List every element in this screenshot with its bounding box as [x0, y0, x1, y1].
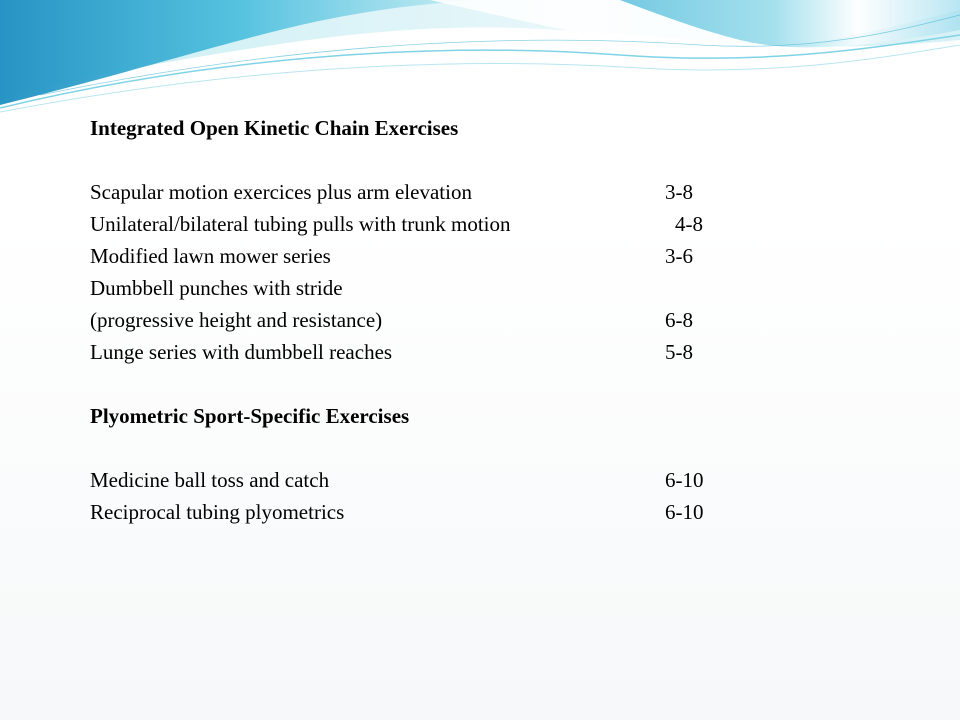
exercise-name: Unilateral/bilateral tubing pulls with trunk motion	[90, 212, 511, 236]
exercise-name: Reciprocal tubing plyometrics	[90, 500, 345, 524]
exercise-row	[90, 464, 890, 496]
wave-banner-decoration	[0, 0, 960, 115]
exercise-row	[90, 208, 890, 240]
section-heading-plyometric: Plyometric Sport-Specific Exercises	[90, 404, 410, 428]
section-heading-open-kinetic-chain: Integrated Open Kinetic Chain Exercises	[90, 116, 459, 140]
spacer	[90, 368, 890, 400]
exercise-name: Lunge series with dumbbell reaches	[90, 340, 393, 364]
exercise-name: Dumbbell punches with stride	[90, 276, 343, 300]
exercise-name: Modified lawn mower series	[90, 244, 331, 268]
exercise-row	[90, 272, 890, 304]
exercise-value: 3-8	[665, 180, 693, 204]
exercise-name: Medicine ball toss and catch	[90, 468, 330, 492]
spacer	[90, 432, 890, 464]
exercise-name: Scapular motion exercices plus arm elevation	[90, 180, 472, 204]
exercise-row	[90, 496, 890, 528]
slide-content	[90, 112, 890, 528]
exercise-row	[90, 304, 890, 336]
exercise-row	[90, 176, 890, 208]
exercise-value: 6-10	[665, 500, 704, 524]
exercise-row	[90, 240, 890, 272]
exercise-value: 5-8	[665, 340, 693, 364]
spacer	[90, 144, 890, 176]
exercise-value: 4-8	[675, 212, 703, 236]
exercise-value: 3-6	[665, 244, 693, 268]
exercise-row	[90, 336, 890, 368]
exercise-name: (progressive height and resistance)	[90, 308, 383, 332]
exercise-value: 6-10	[665, 468, 704, 492]
exercise-value: 6-8	[665, 308, 693, 332]
